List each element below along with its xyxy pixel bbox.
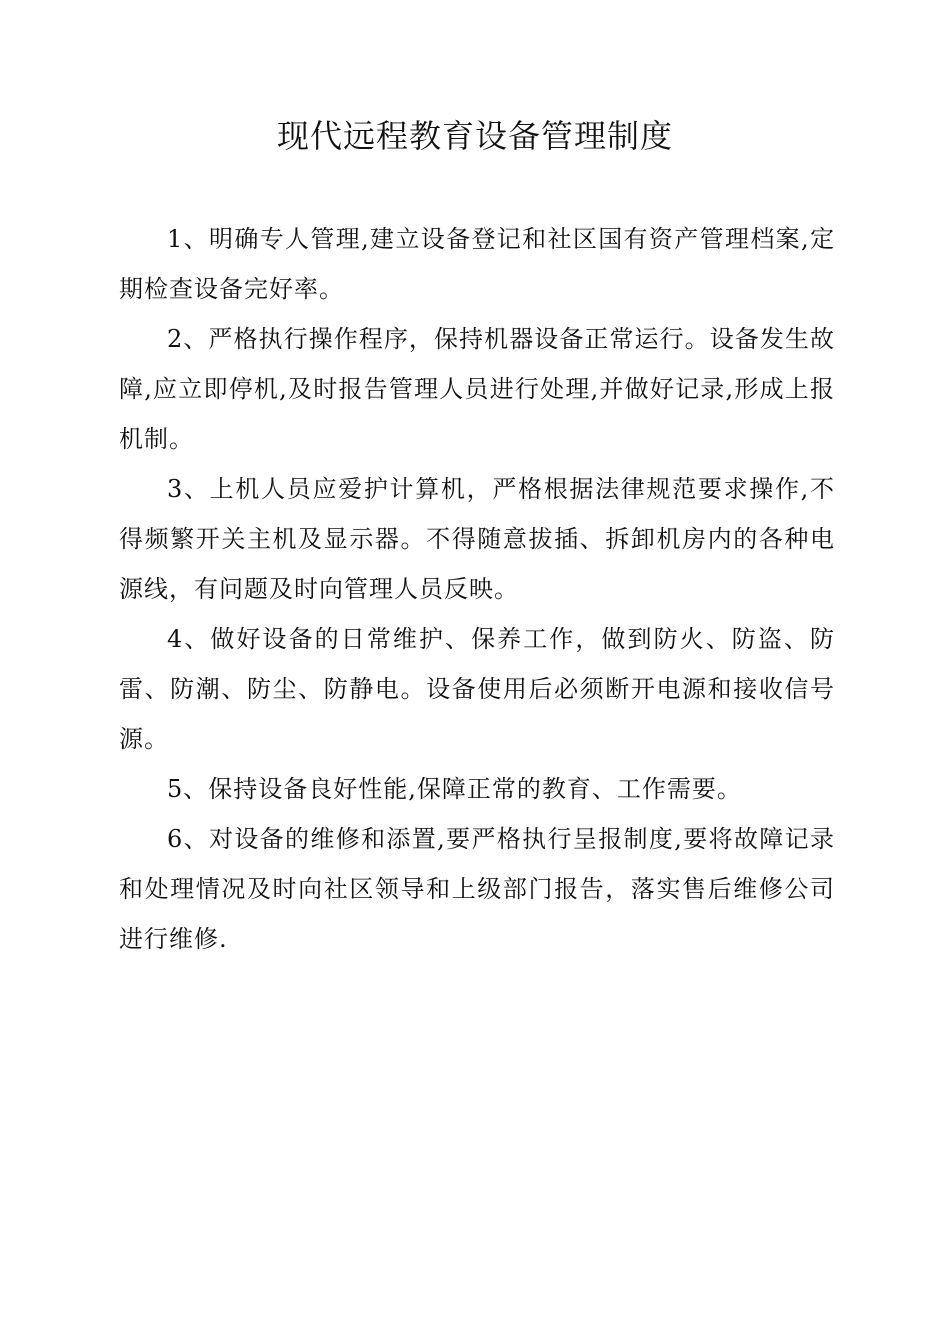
clause-1: 1、明确专人管理,建立设备登记和社区国有资产管理档案,定期检查设备完好率。 (119, 225, 835, 303)
clause-5: 5、保持设备良好性能,保障正常的教育、工作需要。 (167, 775, 742, 803)
clause-4: 4、做好设备的日常维护、保养工作，做到防火、防盗、防雷、防潮、防尘、防静电。设备使用后必须断开电源和接收信号源。 (119, 625, 835, 753)
clause-6: 6、对设备的维修和添置,要严格执行呈报制度,要将故障记录和处理情况及时向社区领导和上级部门报告，落实售后维修公司进行维修. (119, 825, 835, 953)
document-body (119, 214, 835, 964)
clause-3: 3、上机人员应爱护计算机，严格根据法律规范要求操作,不得频繁开关主机及显示器。不得随意拔插、拆卸机房内的各种电源线，有问题及时向管理人员反映。 (119, 475, 835, 603)
document-title: 现代远程教育设备管理制度 (276, 117, 673, 155)
clause-2: 2、严格执行操作程序，保持机器设备正常运行。设备发生故障,应立即停机,及时报告管理人员进行处理,并做好记录,形成上报机制。 (119, 325, 835, 453)
